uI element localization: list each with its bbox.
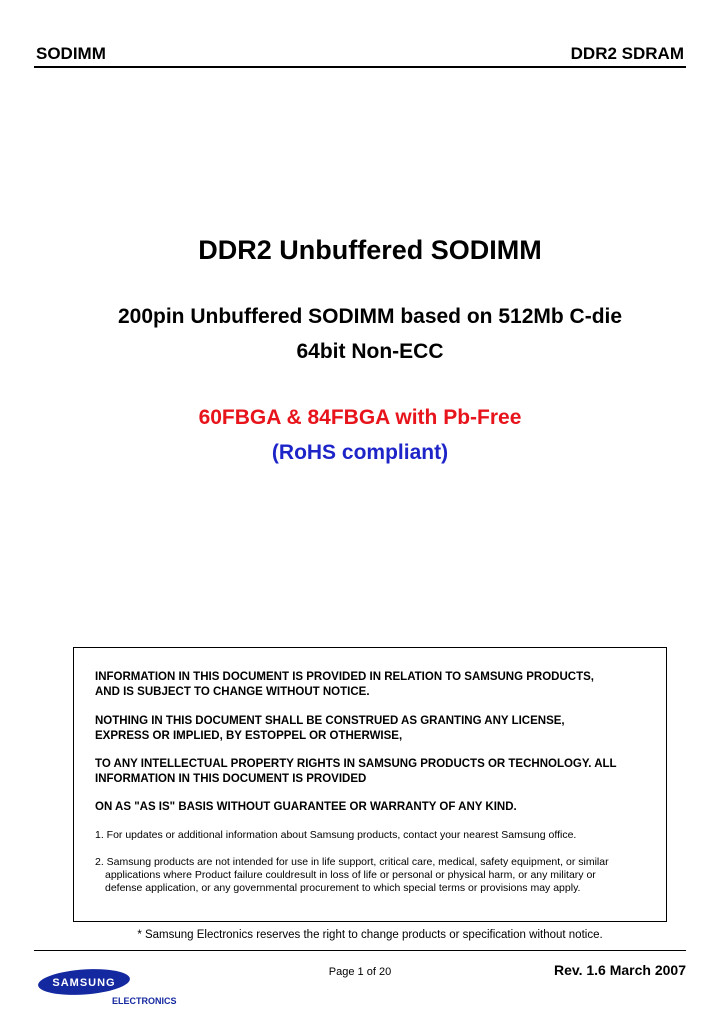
disclaimer-para1-line2: AND IS SUBJECT TO CHANGE WITHOUT NOTICE. (95, 686, 370, 698)
header-rule (34, 66, 686, 68)
disclaimer-note-2-line3: defense application, or any governmental procurement to which special terms or provisions may apply. (105, 882, 581, 894)
disclaimer-para2-line2: EXPRESS OR IMPLIED, BY ESTOPPEL OR OTHERWISE, (95, 730, 403, 742)
disclaimer-note-1: 1. For updates or additional information about Samsung products, contact your nearest Samsung office. (95, 829, 577, 841)
electronics-label: ELECTRONICS (112, 996, 177, 1006)
document-title: DDR2 Unbuffered SODIMM (198, 235, 542, 265)
disclaimer-para1-line1: INFORMATION IN THIS DOCUMENT IS PROVIDED IN RELATION TO SAMSUNG PRODUCTS, (95, 671, 594, 683)
page-number: Page 1 of 20 (328, 966, 392, 978)
header-left: SODIMM (36, 44, 106, 63)
rohs-line: (RoHS compliant) (271, 441, 449, 464)
disclaimer-para4: ON AS "AS IS" BASIS WITHOUT GUARANTEE OR WARRANTY OF ANY KIND. (95, 801, 517, 813)
samsung-logo-text: SAMSUNG (52, 977, 116, 989)
footer-rule (34, 950, 686, 951)
disclaimer-para3-line1: TO ANY INTELLECTUAL PROPERTY RIGHTS IN SAMSUNG PRODUCTS OR TECHNOLOGY. ALL (95, 758, 617, 770)
revision-label: Rev. 1.6 March 2007 (553, 962, 686, 978)
header-right: DDR2 SDRAM (570, 44, 684, 63)
disclaimer-note-2-line1: 2. Samsung products are not intended for use in life support, critical care, medical, safety equipment, or similar (95, 856, 609, 868)
package-line: 60FBGA & 84FBGA with Pb-Free (198, 406, 522, 429)
disclaimer-para3-line2: INFORMATION IN THIS DOCUMENT IS PROVIDED (95, 773, 367, 785)
disclaimer-para2-line1: NOTHING IN THIS DOCUMENT SHALL BE CONSTRUED AS GRANTING ANY LICENSE, (95, 715, 565, 727)
reserve-notice: * Samsung Electronics reserves the right to change products or specification without notice. (137, 929, 603, 941)
subtitle-line-2: 64bit Non-ECC (296, 340, 444, 363)
disclaimer-note-2-line2: applications where Product failure couldresult in loss of life or personal or physical harm, or any military or (105, 869, 596, 881)
subtitle-line-1: 200pin Unbuffered SODIMM based on 512Mb C-die (117, 305, 623, 328)
